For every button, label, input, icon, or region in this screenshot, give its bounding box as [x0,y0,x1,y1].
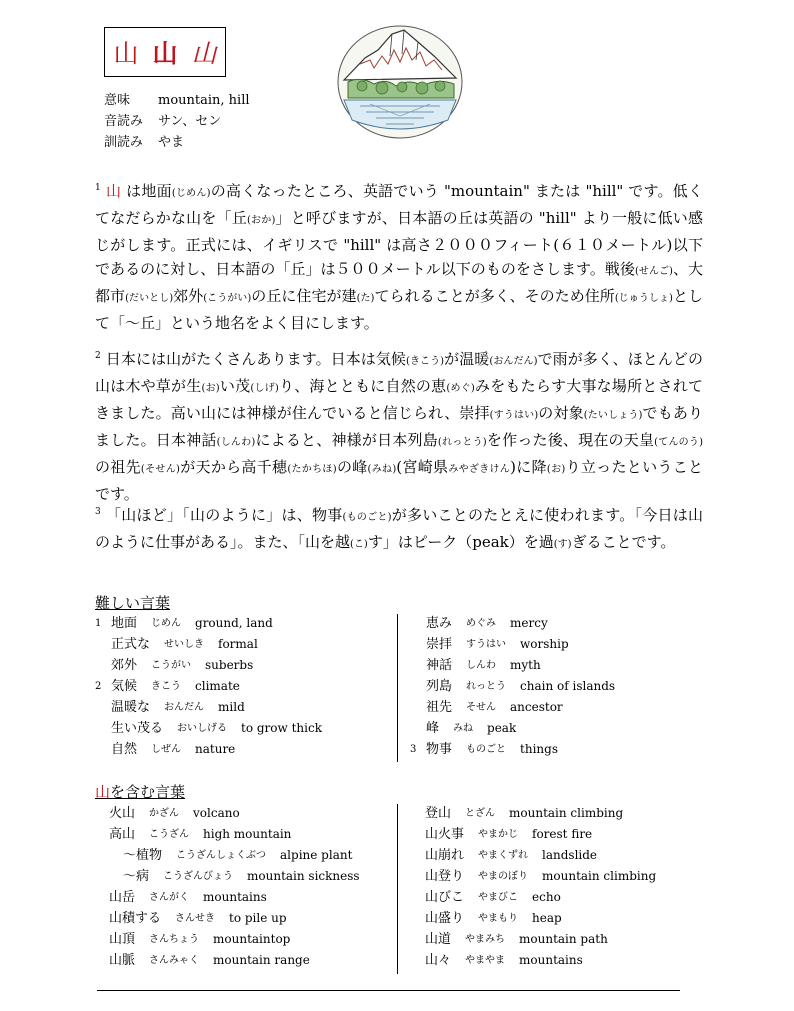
vocab-reading: ものごと [466,744,507,755]
vocab-english: ground, land [195,616,273,630]
furigana: (みね) [367,464,397,475]
vocab-word: 列島 [426,679,453,694]
vocab-reading: こうざんびょう [163,871,234,882]
text-segment: でもありました。日本神話 [95,404,703,449]
section-number: 1 [95,618,102,629]
text-segment: が多いことのたとえに使われます。「今日は山のように仕事がある」。また、「山を越 [95,506,703,551]
text-segment: (宮崎県 [396,458,449,476]
text-segment: みをもたらす大事な場所とされてきました。高い山には神様が住んでいると信じられ、崇拝 [95,377,703,422]
vocab-reading: やまびこ [478,892,519,903]
furigana: (ものごと) [342,512,392,523]
vocab-row [95,739,322,760]
kanji-info [104,90,250,153]
vocab-list-right [410,613,615,760]
vocab-section-title: 難しい言葉 [95,594,171,612]
vocab-row [95,613,322,634]
furigana: (しんわ) [216,437,256,448]
vocab-row [410,655,615,676]
words-title-rest: を含む言葉 [110,783,186,801]
paragraph-text [95,182,703,332]
vocab-reading: やまかじ [478,829,519,840]
paragraph-number: 1 [95,183,101,193]
vocab-word: 山頂 [109,932,136,947]
vocab-reading: おんだん [164,702,205,713]
vocab-reading: こうざん [149,829,190,840]
vocab-reading: やまもり [478,913,519,924]
text-segment: によると、神様が日本列島 [255,431,438,449]
section-number [410,718,426,739]
vocab-english: things [520,742,558,756]
furigana: (こ) [350,539,368,550]
section-number [410,697,426,718]
vocab-reading: れっとう [466,681,507,692]
vocab-english: climate [195,679,240,693]
vocab-word: 山火事 [425,827,465,842]
vocab-reading: かざん [149,808,180,819]
words-list-right [425,803,656,971]
vocab-reading: さんみゃく [149,955,200,966]
section-number [95,739,111,760]
furigana: (た) [356,293,375,304]
text-segment: 郊外 [173,287,204,305]
words-divider [397,804,398,974]
vocab-row [425,824,656,845]
vocab-row [109,824,360,845]
section-number [410,655,426,676]
vocab-english: mountains [519,953,583,967]
kanji-display-box [104,27,226,77]
vocab-word: 気候 [111,679,138,694]
vocab-english: mountain climbing [509,806,624,820]
text-segment: )に降 [510,458,547,476]
furigana: (すうはい) [489,410,539,421]
furigana: (おか) [246,215,276,226]
section-number [410,634,426,655]
vocab-word: 山脈 [109,953,136,968]
furigana: (す) [553,539,572,550]
vocab-word: 山道 [425,932,452,947]
furigana: (お) [201,383,220,394]
words-list-left [109,803,360,971]
vocab-english: formal [218,637,258,651]
vocab-word: 恵み [426,616,453,631]
furigana: (きこう) [406,356,445,367]
vocab-reading: じめん [151,618,182,629]
vocab-english: volcano [193,806,240,820]
furigana: (おんだん) [489,356,538,367]
paragraph-text [95,350,703,503]
vocab-word: 火山 [109,806,136,821]
vocab-english: high mountain [203,827,292,841]
vocab-reading: こうざんしょくぶつ [176,850,267,861]
vocab-word: 山岳 [109,890,136,905]
kanji-regular: 山 [113,39,139,68]
vocab-word: 山積する [109,911,162,926]
section-number [95,655,111,676]
vocab-row [109,950,360,971]
words-section-title [95,781,185,802]
vocab-reading: きこう [151,681,182,692]
text-segment: 」と呼びますが、日本語の丘は英語の "hill" より一般に低い感じがします。正式には、イギリスで "hill" は高さ２０００フィート(６１０メートル)以下であるのに対し、日本語の「丘」は５００メートル以下のものをさします。戦後 [95,209,703,278]
kun-reading-label: 訓読み [104,135,144,150]
text-segment: が温暖 [444,350,490,368]
vocab-english: nature [195,742,236,756]
text-segment: の丘に住宅が建 [251,287,357,305]
vocab-reading: すうはい [466,639,507,650]
vocab-word: 地面 [111,616,138,631]
vocab-english: heap [532,911,562,925]
vocab-row [410,718,615,739]
vocab-row [425,866,656,887]
vocab-english: mountains [203,890,267,904]
vocab-english: peak [487,721,517,735]
furigana: (じゅうしょ) [614,293,673,304]
vocab-english: myth [510,658,541,672]
furigana: (てんのう) [654,437,703,448]
vocab-row [109,887,360,908]
bottom-rule [97,990,680,991]
paragraph-text [95,506,703,551]
vocab-word: 生い茂る [111,721,164,736]
vocab-word: 物事 [426,742,453,757]
section-number [95,697,111,718]
vocab-row [410,697,615,718]
vocab-reading: めぐみ [466,618,497,629]
kanji-bold: 山 [152,39,178,68]
vocab-row [109,845,360,866]
vocab-word: ～植物 [123,848,163,863]
vocab-row [410,676,615,697]
vocab-word: 崇拝 [426,637,453,652]
paragraph-number: 3 [95,507,101,517]
paragraph-2 [95,344,703,506]
vocab-english: mercy [510,616,548,630]
text-segment: として「～丘」という地名をよく目にします。 [95,287,703,332]
vocab-word: 自然 [111,742,138,757]
text-segment: 、大都市 [95,260,703,305]
vocab-row [425,887,656,908]
vocab-row [109,866,360,887]
paragraph-3 [95,500,703,557]
vocab-reading: そせん [466,702,497,713]
vocab-english: mountain climbing [542,869,657,883]
vocab-row [109,803,360,824]
vocab-word: 山崩れ [425,848,465,863]
section-number: 2 [95,681,102,692]
section-number: 3 [410,744,417,755]
furigana: (たいしょう) [583,410,643,421]
furigana: (そせん) [140,464,180,475]
vocab-reading: さんせき [175,913,216,924]
vocab-word: 登山 [425,806,452,821]
text-segment: 日本には山がたくさんあります。日本は気候 [105,350,406,368]
vocab-row [410,634,615,655]
text-segment: が天から高千穂 [179,458,288,476]
text-segment: は地面 [121,182,172,200]
vocab-row [425,950,656,971]
furigana: (たかちほ) [287,464,337,475]
kun-reading-value: やま [158,135,185,150]
vocab-reading: こうがい [151,660,192,671]
vocab-word: 祖先 [426,700,453,715]
vocab-english: mountain path [519,932,608,946]
vocab-word: 郊外 [111,658,138,673]
vocab-divider [397,614,398,762]
text-segment: 「山ほど」「山のように」は、物事 [105,506,343,524]
furigana: (めぐ) [446,383,475,394]
vocab-reading: せいしき [164,639,205,650]
vocab-english: mountain sickness [247,869,360,883]
vocab-row [95,697,322,718]
vocab-word: ～病 [123,869,150,884]
vocab-reading: さんちょう [149,934,200,945]
furigana: (しげ) [250,383,279,394]
vocab-english: to grow thick [241,721,322,735]
text-segment: す」はピーク（peak）を過 [367,533,554,551]
vocab-reading: みね [453,723,474,734]
vocab-word: 峰 [426,721,440,736]
vocab-english: forest fire [532,827,593,841]
vocab-row [425,845,656,866]
kanji-highlight: 山 [105,182,122,200]
words-title-kanji: 山 [95,783,111,801]
vocab-reading: やまみち [465,934,506,945]
text-segment: り立ったということです。 [95,458,703,503]
vocab-row [95,655,322,676]
text-segment: ぎることです。 [571,533,676,551]
furigana: (だいとし) [125,293,174,304]
text-segment: り、海とともに自然の恵 [278,377,447,395]
text-segment: い茂 [219,377,251,395]
vocab-reading: しんわ [466,660,497,671]
meaning-row [104,90,250,111]
vocab-word: 温暖な [111,700,151,715]
vocab-reading: やまやま [465,955,506,966]
text-segment: の祖先 [95,458,141,476]
vocab-list-left [95,613,322,760]
vocab-row [410,739,615,760]
vocab-english: mountain range [213,953,310,967]
section-number [95,718,111,739]
vocab-english: chain of islands [520,679,616,693]
vocab-reading: しぜん [151,744,182,755]
vocab-word: 山登り [425,869,465,884]
mountain-lake-illustration [330,20,470,140]
text-segment: の高くなったところ、英語でいう "mountain" または "hill" です。低くてなだらかな山を「丘 [95,182,703,227]
vocab-row [109,929,360,950]
text-segment: の峰 [336,458,368,476]
text-segment: の対象 [538,404,584,422]
vocab-word: 正式な [111,637,151,652]
furigana: (こうがい) [203,293,252,304]
meaning-label: 意味 [104,93,131,108]
vocab-word: 神話 [426,658,453,673]
meaning-value: mountain, hill [158,93,250,108]
on-reading-row [104,111,250,132]
text-segment: を作った後、現在の天皇 [486,431,655,449]
vocab-row [95,718,322,739]
furigana: (せんご) [634,266,673,277]
text-segment: てられることが多く、そのため住所 [374,287,615,305]
vocab-row [425,908,656,929]
kun-reading-row [104,132,250,153]
on-reading-label: 音読み [104,114,144,129]
indent-spacer [109,845,123,866]
vocab-english: mild [218,700,245,714]
vocab-english: landslide [542,848,598,862]
vocab-english: worship [520,637,569,651]
vocab-reading: とざん [465,808,496,819]
indent-spacer [109,866,123,887]
vocab-row [109,908,360,929]
section-number [410,676,426,697]
vocab-word: 山々 [425,953,452,968]
paragraph-number: 2 [95,351,101,361]
vocab-row [425,803,656,824]
vocab-english: to pile up [229,911,287,925]
vocab-english: mountaintop [213,932,291,946]
vocab-word: 高山 [109,827,136,842]
vocab-reading: さんがく [149,892,190,903]
vocab-english: alpine plant [280,848,353,862]
furigana: (お) [546,464,566,475]
on-reading-value: サン、セン [158,114,222,129]
vocab-english: suberbs [205,658,254,672]
vocab-reading: やまのぼり [478,871,529,882]
vocab-row [410,613,615,634]
section-number [410,613,426,634]
text-segment: で雨が多く、ほとんどの山は木や草が生 [95,350,703,395]
vocab-reading: やまくずれ [478,850,529,861]
furigana: (じめん) [171,188,211,199]
vocab-word: 山盛り [425,911,465,926]
vocab-english: ancestor [510,700,563,714]
vocab-row [95,676,322,697]
section-number [95,634,111,655]
vocab-reading: おいしげる [177,723,228,734]
furigana: みやざきけん [448,464,511,475]
paragraph-1 [95,176,703,335]
vocab-row [95,634,322,655]
kanji-italic: 山 [191,39,217,68]
vocab-row [425,929,656,950]
furigana: (れっとう) [437,437,487,448]
vocab-word: 山びこ [425,890,465,905]
vocab-english: echo [532,890,561,904]
